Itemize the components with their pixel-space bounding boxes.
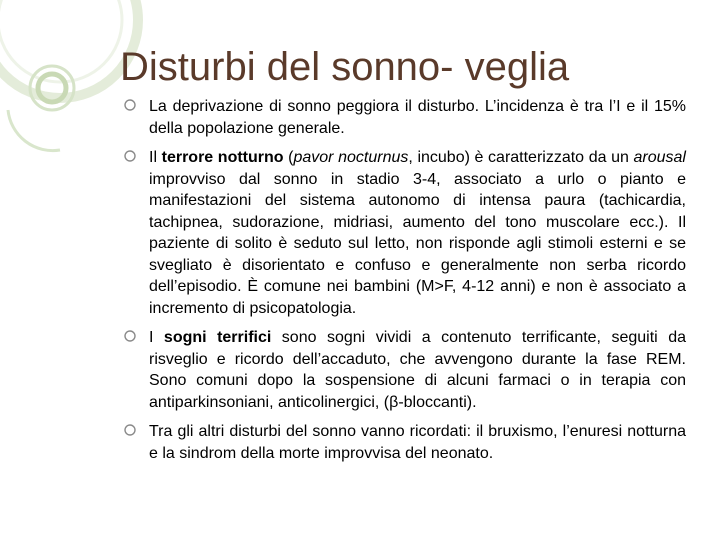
bullet-item [122, 327, 686, 413]
bullet-item [122, 96, 686, 139]
italic-term: pavor nocturnus [293, 149, 409, 166]
bullet-item [122, 147, 686, 319]
bold-term: sogni terrifici [163, 329, 272, 346]
bullet-text: improvviso dal sonno in stadio 3-4, associato a urlo o pianto e manifestazioni del sistema autonomo di intensa paura (tachicardia, tachipnea, sudorazione, midriasi, aumento del tono muscolare ecc.). Il paziente di solito è seduto sul letto, non risponde agli stimoli esterni e se svegliato è disorientato e confuso e generalmente non serba ricordo dell’episodio. È comune nei bambini (M>F, 4-12 anni) e non è associato a incremento di psicopatologia. [149, 170, 686, 317]
page-title: Disturbi del sonno- veglia [120, 45, 570, 89]
bullet-text: I [149, 329, 164, 346]
bullet-item [122, 421, 686, 464]
accent-arc [8, 110, 60, 151]
bullet-text: , incubo) è caratterizzato da un [408, 149, 634, 166]
bullet-text: ( [283, 149, 294, 166]
bullet-marker-icon [122, 422, 138, 438]
italic-term: arousal [633, 149, 686, 166]
bullet-text: sono sogni vividi a contenuto terrificante, seguiti da risveglio e ricordo dell’accaduto, che avvengono durante la fase REM. Sono comuni dopo la sospensione di alcuni farmaci o in terapia con antiparkinsoniani, anticolinergici, (β-bloccanti). [149, 329, 686, 411]
large-ring [0, 0, 138, 98]
medium-ring [0, 0, 122, 82]
bullet-marker-icon [122, 328, 138, 344]
bold-term: terrore notturno [161, 149, 284, 166]
bullet-text: La deprivazione di sonno peggiora il disturbo. L’incidenza è tra l’I e il 15% della popolazione generale. [149, 98, 686, 137]
bullet-text: Il [149, 149, 162, 166]
bullet-list [122, 96, 686, 472]
bullet-marker-icon [122, 97, 138, 113]
bullet-text: Tra gli altri disturbi del sonno vanno ricordati: il bruxismo, l’enuresi notturna e la sindrom della morte improvvisa del neonato. [149, 423, 686, 462]
bullet-marker-icon [122, 148, 138, 164]
